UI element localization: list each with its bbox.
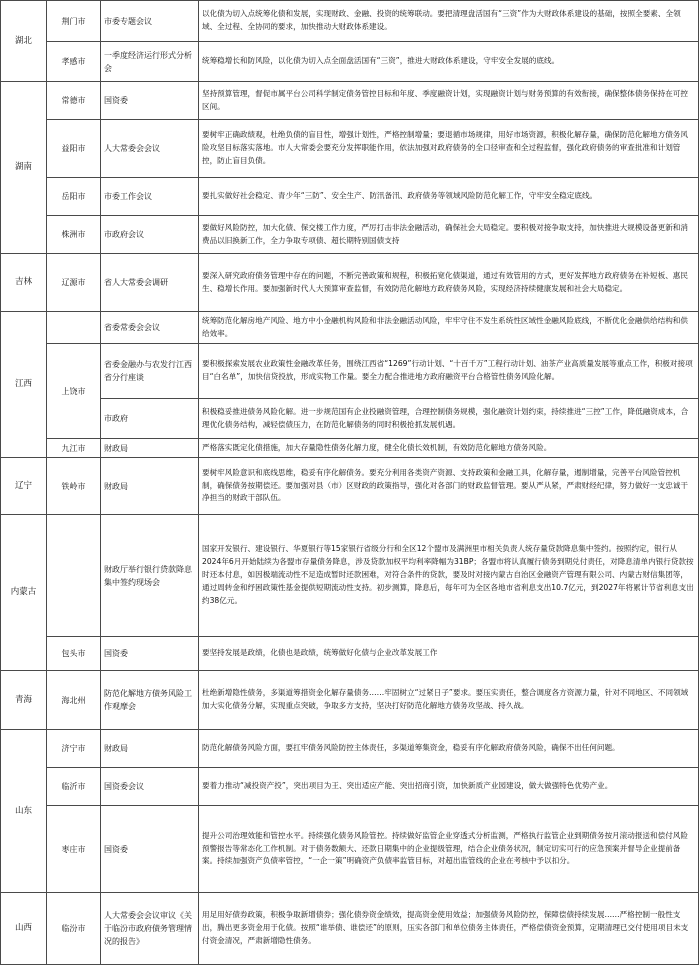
city-cell: 岳阳市 (47, 178, 101, 216)
meeting-cell: 国资委 (101, 637, 199, 671)
table-row (1, 254, 699, 312)
content-cell: 要坚持发展是政绩，化债也是政绩，统筹做好化债与企业改革发展工作 (199, 637, 699, 671)
meeting-cell: 人大常委会会议 (101, 120, 199, 178)
table-row (1, 178, 699, 216)
city-cell: 济宁市 (47, 730, 101, 768)
meeting-cell: 省委金融办与农发行江西省分行座谈 (101, 344, 199, 399)
content-cell: 提升公司治理效能和管控水平。持续强化债务风险管控。持续做好监管企业穿透式分析监测，严格执行监管企业到期债务按月滚动报送和偿付风险预警报告等常态化工作机制。对于债务数额大、还款日期集中的企业提级管理，结合企业债务状况，制定切实可行的应急预案并督导企业提前备案。持续加强资产负债率管控，“一企一策”明确资产负债率监管目标，对超出监管线的企业在考核中予以扣分。 (199, 806, 699, 893)
table-row (1, 120, 699, 178)
content-cell: 要着力推动“减投资产投”，突出项目为王、突出适应产能、突出招商引资，加快新质产业园建设，做大做强特色优势产业。 (199, 768, 699, 806)
meeting-cell: 财政厅举行银行贷款降息集中签约现场会 (101, 515, 199, 637)
table-row (1, 806, 699, 893)
province-cell: 青海 (1, 671, 47, 730)
content-cell: 积极稳妥推进债务风险化解。进一步规范国有企业投融资管理，合理控制债务规模，强化融资计划约束，持续推进“三控”工作，降低融资成本，合理优化债务结构，减轻偿债压力，在防范化解债务的同时积极抢抓发展机遇。 (199, 399, 699, 439)
city-cell: 常德市 (47, 82, 101, 120)
meeting-cell: 一季度经济运行形式分析会 (101, 42, 199, 82)
table-row (1, 671, 699, 730)
table-row (1, 399, 699, 439)
province-cell: 辽宁 (1, 458, 47, 515)
table-row (1, 312, 699, 344)
city-cell: 株洲市 (47, 216, 101, 254)
content-cell: 要树牢正确政绩观，杜绝负债的盲目性，增强计划性，严格控制增量；要退循市场规律，用好市场资源，积极化解存量，确保防范化解地方债务风险攻坚目标落实落地。市人大常委会要充分发挥职能作用，依法加强对政府债务的全口径审查和全过程监督，强化政府债务的审查批准和计划管控，防止盲目负债。 (199, 120, 699, 178)
city-cell: 孝感市 (47, 42, 101, 82)
meeting-cell: 国资委会议 (101, 768, 199, 806)
city-cell: 益阳市 (47, 120, 101, 178)
meeting-cell: 省人大常委会调研 (101, 254, 199, 312)
table-row (1, 216, 699, 254)
province-cell: 湖南 (1, 82, 47, 254)
meeting-cell: 人大常委会会议审议《关于临汾市政府债务管理情况的报告》 (101, 893, 199, 965)
content-cell: 防范化解债务风险方面，要扛牢债务风险防控主体责任，多渠道筹集资金，稳妥有序化解政府债务风险，确保不出任何问题。 (199, 730, 699, 768)
meeting-cell: 市政府 (101, 399, 199, 439)
content-cell: 统筹稳增长和防风险，以化债为切入点全面盘活国有“三资”，推进大财政体系建设，守牢安全发展的底线。 (199, 42, 699, 82)
meeting-cell: 财政局 (101, 730, 199, 768)
meeting-cell: 省委常委会会议 (101, 312, 199, 344)
content-cell: 国家开发银行、建设银行、华夏银行等15家银行省级分行和全区12个盟市及满洲里市相关负责人统存量贷款降息集中签约。按照约定，银行从2024年6月开始陆续为各盟市存量债务降息，涉及贷款加权平均利率降幅为31BP；各盟市将认真履行债务到期兑付责任，对降息清单内银行贷款按时还本付息，如因极端流动性不足造成暂时还款困难，对符合条件的贷款，要及时对接内蒙古自治区金融资产管理有限公司、内蒙古财信集团等，通过周转金和纾困政策性基金提供短期流动性支持。初步测算，降息后，每年可为全区各地市省利息支出10.7亿元，到2027年将累计节省利息支出约38亿元。 (199, 515, 699, 637)
city-cell: 九江市 (47, 439, 101, 458)
city-cell: 铁岭市 (47, 458, 101, 515)
meeting-cell: 市政府会议 (101, 216, 199, 254)
content-cell: 严格落实既定化债措施，加大存量隐性债务化解力度，健全化债长效机制，有效防范化解地方债务风险。 (199, 439, 699, 458)
table-row (1, 344, 699, 399)
content-cell: 要积极探索发展农业政策性金融改革任务，围绕江西省“1269”行动计划、“十百千万”工程行动计划、油茶产业高质量发展等重点工作，积极对接项目“白名单”，加快信贷投放，形成实物工作量。要全力配合推进地方政府融资平台合格管性债务风险化解。 (199, 344, 699, 399)
table-row (1, 515, 699, 637)
content-cell: 杜绝新增隐性债务，多渠道筹措资金化解存量债务……牢固树立“过紧日子”要求。要压实责任，整合调度各方资源力量，针对不同地区、不同领域加大实化债务分解，实现重点突破，争取多方支持，坚决打好防范化解地方债务攻坚战、持久战。 (199, 671, 699, 730)
city-cell: 荆门市 (47, 1, 101, 42)
meeting-cell: 财政局 (101, 458, 199, 515)
content-cell: 要做好风险防控，加大化债、保交楼工作力度，严厉打击非法金融活动，确保社会大局稳定。要积极对接争取支持，加快推进大规模设备更新和消费品以旧换新工作，全力争取专项债、超长期特别国债支持 (199, 216, 699, 254)
city-cell: 包头市 (47, 637, 101, 671)
city-cell: 枣庄市 (47, 806, 101, 893)
content-cell: 要扎实做好社会稳定、青少年“三防”、安全生产、防汛备汛、政府债务等领域风险防范化解工作，守牢安全稳定底线。 (199, 178, 699, 216)
table-row (1, 730, 699, 768)
city-cell: 上饶市 (47, 344, 101, 439)
table-row (1, 458, 699, 515)
province-cell: 江西 (1, 312, 47, 458)
meeting-cell: 防范化解地方债务风险工作观摩会 (101, 671, 199, 730)
city-cell: 辽源市 (47, 254, 101, 312)
province-cell: 湖北 (1, 1, 47, 82)
content-cell: 要深入研究政府债务管理中存在的问题，不断完善政策和规程，积极拓宽化债渠道，通过有效管用的方式，更好发挥地方政府债务在补短板、惠民生、稳增长作用。要加强新时代人大预算审查监督，有效防范化解地方政府债务风险，实现经济持续健康发展和社会大局稳定。 (199, 254, 699, 312)
table-row (1, 768, 699, 806)
city-cell: 临汾市 (47, 893, 101, 965)
city-cell: 临沂市 (47, 768, 101, 806)
table-row (1, 893, 699, 965)
province-cell: 山西 (1, 893, 47, 965)
table-row (1, 82, 699, 120)
city-cell (47, 312, 101, 344)
content-cell: 要树牢风险意识和底线思维，稳妥有序化解债务。要充分利用各类资产资源、支持政策和金融工具，化解存量，遏制增量，完善平台风险管控机制，确保债务按期偿还。要加强对县（市）区财政的政策指导，强化对各部门的财政监督管理。要从严从紧，严肃财经纪律，努力做好一支忠诚干净担当的财政干部队伍。 (199, 458, 699, 515)
table-row (1, 1, 699, 42)
meeting-cell: 国资委 (101, 82, 199, 120)
province-cell: 吉林 (1, 254, 47, 312)
meeting-cell: 市委专题会议 (101, 1, 199, 42)
province-cell: 山东 (1, 730, 47, 893)
meeting-cell: 市委工作会议 (101, 178, 199, 216)
content-cell: 用足用好债券政策，积极争取新增债券；强化债券资金绩效，提高资金使用效益；加强债务风险防控，保障偿债持续发展……严格控制一般性支出，腾出更多资金用于化债。按照“谁举债、谁偿还”的原则，压实各部门和单位债务主体责任，严格偿债资金预算，定期清理已交付使用项目未支付资金清况，严肃新增隐性债务。 (199, 893, 699, 965)
city-cell: 海北州 (47, 671, 101, 730)
meeting-cell: 财政局 (101, 439, 199, 458)
city-cell (47, 515, 101, 637)
province-cell: 内蒙古 (1, 515, 47, 671)
table-row (1, 439, 699, 458)
content-cell: 以化债为切入点统筹化债和发展，实现财政、金融、投资的统筹联动。要把清理盘活国有“三资”作为大财政体系建设的基础，按照全要素、全领域、全过程、全协同的要求，加快推动大财政体系建设。 (199, 1, 699, 42)
table-row (1, 42, 699, 82)
content-cell: 统筹防范化解房地产风险、地方中小金融机构风险和非法金融活动风险，牢牢守住不发生系统性区域性金融风险底线，不断优化金融供给结构和供给效率。 (199, 312, 699, 344)
table-row (1, 637, 699, 671)
meeting-cell: 国资委 (101, 806, 199, 893)
content-cell: 坚持预算管理，督促市属平台公司科学制定债务管控目标和年度、季度融资计划，实现融资计划与财务预算的有效衔接，确保整体债务保持在可控区间。 (199, 82, 699, 120)
